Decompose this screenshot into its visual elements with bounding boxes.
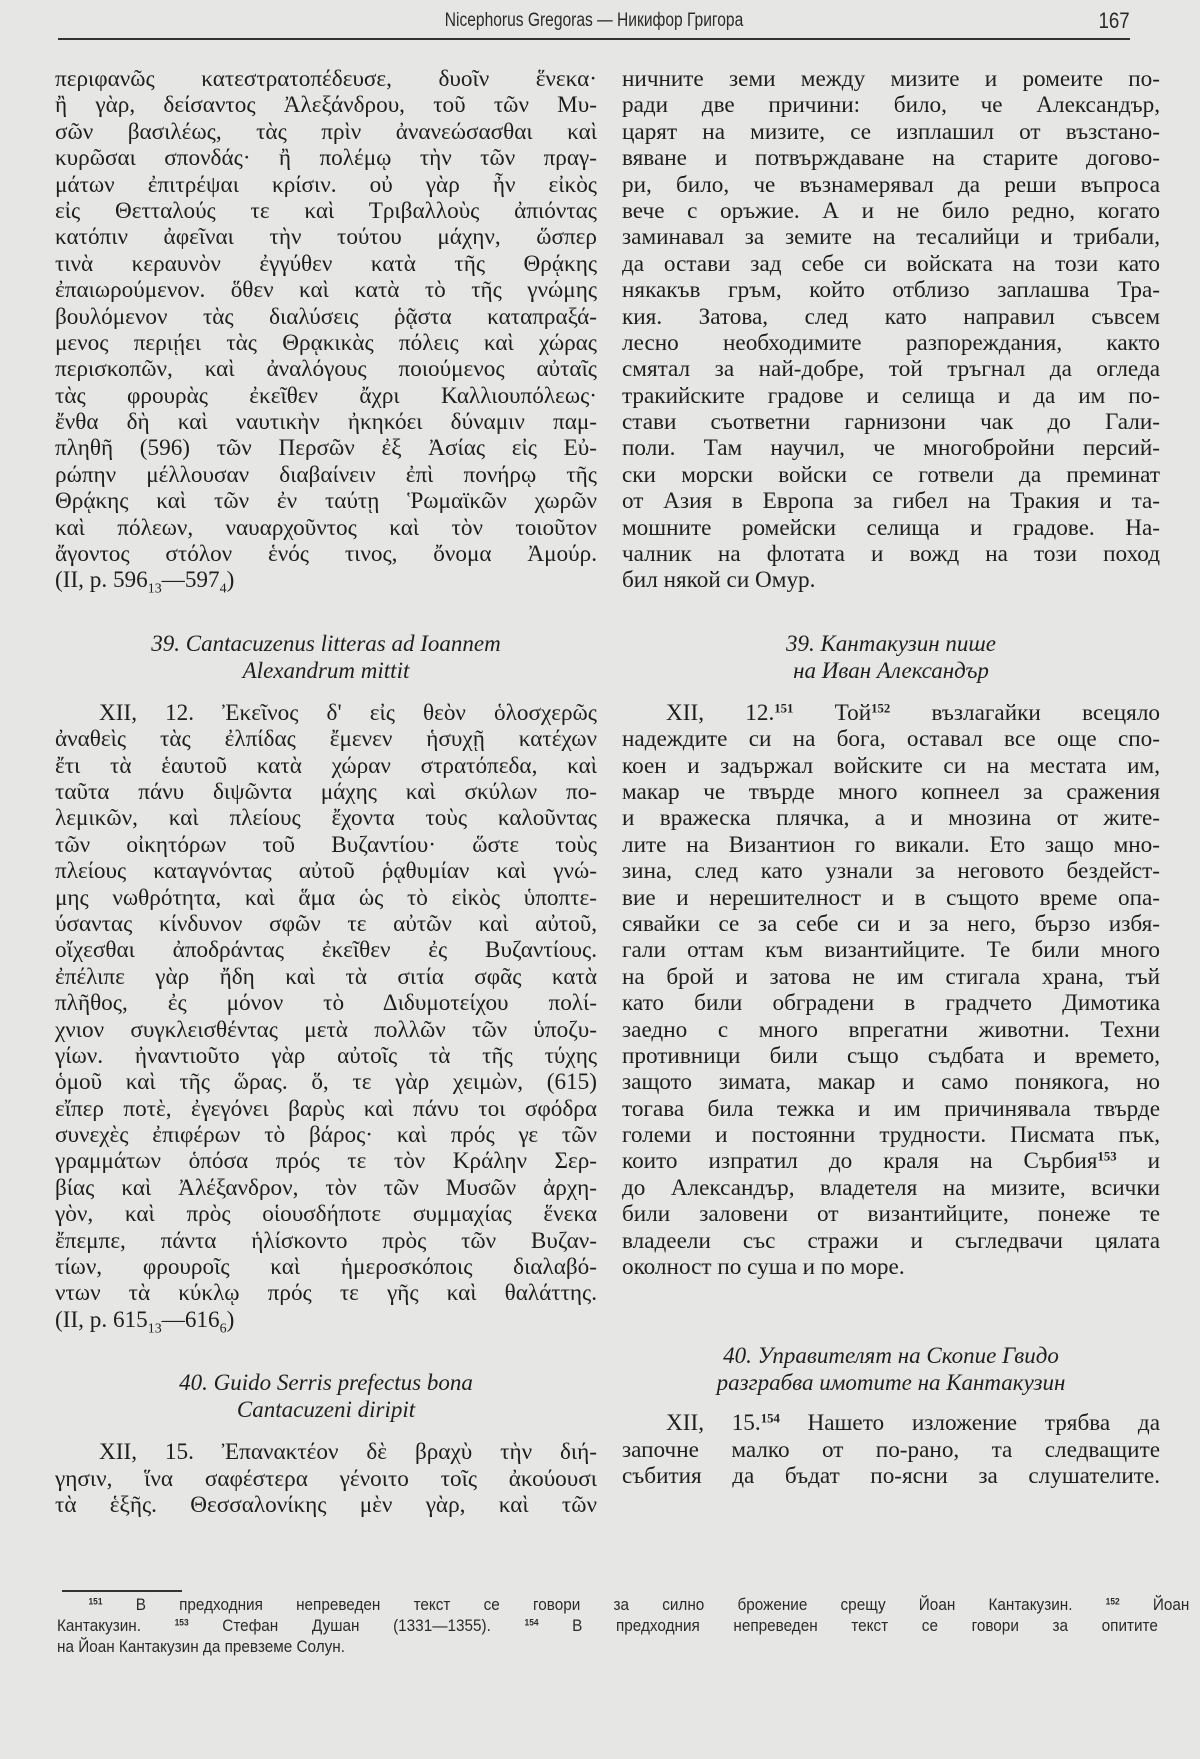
text-line: околност по суша и по море. [622, 1254, 905, 1281]
text-line: тогава била тежка и им причинявала твърде [622, 1095, 1160, 1122]
text-line: стави съответни гарнизони чак до Гали- [622, 409, 1160, 436]
text-line: големи и постоянни трудности. Писмата пък, [622, 1122, 1160, 1149]
greek-heading-39 [55, 630, 597, 684]
text-line: πλῆθος, ἐς μόνον τὸ Διδυμοτείχου πολί- [55, 990, 597, 1017]
text-line: смятал за най-добре, той тръгнал да огледа [622, 356, 1160, 383]
citation-text: —597 [161, 567, 220, 594]
text-line: μάτων ἐπιτρέψαι κρίσιν. οὐ γὰρ ἦν εἰκὸς [55, 171, 597, 198]
text-line: κατόπιν ἀφεῖναι τὴν τούτου μάχην, ὥσπερ [55, 224, 597, 251]
text-line: ἐπέλιπε γὰρ ἤδη καὶ τὰ σιτία σφᾶς κατὰ [55, 963, 597, 990]
footnote-ref-152[interactable]: 152 [871, 701, 891, 716]
text-line: ничните земи между мизите и ромеите по- [622, 66, 1160, 92]
text-line: някакъв гръм, който отблизо заплашва Тра- [622, 277, 1160, 304]
footnote-text: Стефан Душан (1331—1355). [188, 1616, 525, 1635]
heading-line: 39. Cantacuzenus litteras ad Ioannem [151, 630, 501, 656]
text-line: Θρᾴκης καὶ τῶν ἐν ταύτῃ Ῥωμαϊκῶν χωρῶν [55, 488, 597, 515]
text-line: от Азия в Европа за гибел на Тракия и та- [622, 488, 1160, 515]
text-line: лите на Византион го викали. Ето защо мно- [622, 831, 1160, 858]
bulgarian-column [622, 66, 1160, 1490]
text-line: ἢ γὰρ, δείσαντος Ἀλεξάνδρου, τοῦ τῶν Μυ- [55, 92, 597, 119]
text-line: били заловени от византийците, понеже те [622, 1201, 1160, 1228]
text-line: на брой и затова не им стигала храна, тъй [622, 963, 1160, 990]
text-line: ύσαντας κίνδυνον σφῶν τε αὐτῶν καὶ αὐτοῦ, [55, 910, 597, 937]
footnote-number-153: 153 [174, 1617, 189, 1628]
footnote-text: Йоан [1119, 1595, 1190, 1614]
section-ref: XII, 15. [666, 1410, 761, 1437]
text-line: εἰς Θετταλούς τε καὶ Τριβαλλοὺς ἀπιόντας [55, 197, 597, 224]
citation-text: ) [226, 1306, 235, 1333]
text-line: ἐπαιωρούμενον. ὅθεν καὶ κατὰ τὸ τῆς γνώμης [55, 277, 597, 304]
text-line: вие и нерешителност и в същото време опа- [622, 884, 1160, 911]
citation-sub: 6 [219, 1321, 227, 1337]
footnote-number-152: 152 [1105, 1596, 1120, 1607]
text-line: γραμμάτων ὁπόσα πρός τε τὸν Κράλην Σερ- [55, 1148, 597, 1175]
text-line: вече с оръжие. А и не било редно, когато [622, 197, 1160, 224]
bulgarian-paragraph-3 [622, 1437, 1160, 1490]
greek-column [55, 66, 597, 1518]
bulgarian-paragraph-2 [622, 726, 1160, 1148]
heading-line: 39. Кантакузин пише [786, 630, 996, 656]
text-line: макар че твърде много копнеел за сражения [622, 778, 1160, 805]
text-line: κυρῶσαι σπονδάς· ἢ πολέμῳ τὴν τῶν πραγ- [55, 145, 597, 172]
text-line: γησιν, ἵνα σαφέστερα γένοιτο τοῖς ἀκούουσι [55, 1465, 597, 1492]
text-line: βίας καὶ Ἀλέξανδρον, τὸν τῶν Μυσῶν ἀρχη- [55, 1174, 597, 1201]
footnote-ref-154[interactable]: 154 [760, 1411, 780, 1426]
text-line: περισκοπῶν, καὶ ἀναλόγους ποιούμενος αὐταῖς [55, 356, 597, 383]
greek-paragraph-3 [55, 1439, 597, 1518]
citation-text: ) [226, 567, 235, 594]
bulgarian-heading-40 [622, 1342, 1160, 1396]
text-line: коен и задържал войските си на местата им, [622, 752, 1160, 779]
text-span: Той [793, 699, 872, 726]
greek-heading-40 [55, 1369, 597, 1423]
footnote-number-154: 154 [524, 1617, 539, 1628]
running-title: Nicephorus Gregoras — Никифор Григора [444, 10, 744, 31]
heading-line: разграбва имотите на Кантакузин [716, 1370, 1066, 1396]
text-line: надеждите си на бога, оставал все още спо- [622, 726, 1160, 753]
citation-text: (II, p. 596 [55, 567, 148, 594]
footnote-ref-151[interactable]: 151 [774, 701, 794, 716]
bulgarian-paragraph-2-tail [622, 1175, 1160, 1281]
text-line: гали оттам към византийците. Те били много [622, 937, 1160, 964]
bulgarian-paragraph-1 [622, 66, 1160, 594]
text-line: сявайки се за себе си и за него, бързо избя- [622, 910, 1160, 937]
text-line: τὰ ἑξῆς. Θεσσαλονίκης μὲν γὰρ, καὶ τῶν [55, 1491, 597, 1518]
footnote-text: В предходния непреведен текст се говори за опитите [538, 1616, 1158, 1635]
heading-line: Alexandrum mittit [242, 657, 410, 683]
text-line: защото зимата, макар и само понякога, но [622, 1069, 1160, 1096]
text-line: τὰς φρουρὰς ἐκεῖθεν ἄχρι Καλλιουπόλεως· [55, 382, 597, 409]
text-line: бил някой си Омур. [622, 567, 816, 594]
text-line: да остави зад себе си войската на този като [622, 250, 1160, 277]
text-line: καὶ πόλεων, ναυαρχοῦντος καὶ τὸν τοιοῦτον [55, 514, 597, 541]
greek-paragraph-2 [55, 700, 597, 1307]
bulgarian-paragraph-2-fn-line [622, 1148, 1160, 1174]
greek-citation-2 [55, 1306, 597, 1337]
running-header [58, 8, 1130, 38]
text-line: οἴχεσθαι ἀποδράντας ἐκεῖθεν ἐς Βυζαντίους. [55, 937, 597, 964]
text-line: и вражеска плячка, а и мнозина от жите- [622, 805, 1160, 832]
text-line: λεμικῶν, καὶ πλείους ἔχοντα τοὺς καλοῦντας [55, 805, 597, 832]
footnote-line-2 [57, 1615, 1158, 1636]
text-line: γίων. ἠναντιοῦτο γὰρ αὐτοῖς τὰ τῆς τύχης [55, 1042, 597, 1069]
text-line: ри, било, че възнамерявал да реши въпроса [622, 171, 1160, 198]
citation-sub: 4 [219, 582, 227, 598]
text-line: μενος περιῄει τὰς Θρᾳκικὰς πόλεις καὶ χώρας [55, 329, 597, 356]
footnote-text: Кантакузин. [57, 1616, 175, 1635]
text-line: вяване и потвърждаване на старите догово- [622, 145, 1160, 172]
text-line: χνιον συγκλεισθέντας μετὰ πολλῶν τῶν ὑποζυ- [55, 1016, 597, 1043]
text-line: ρώπην μέλλουσαν διαβαίνειν ἐπὶ πονήρῳ τῆς [55, 461, 597, 488]
footnote-line-1 [57, 1594, 1189, 1615]
text-line: τῶν οἰκητόρων τοῦ Βυζαντίου· ὥστε τοὺς [55, 831, 597, 858]
text-line: ски морски войски се готвели да преминат [622, 461, 1160, 488]
text-line: заминавал за земите на тесалийци и трибали, [622, 224, 1160, 251]
citation-text: (II, p. 615 [55, 1306, 148, 1333]
footnote-rule [62, 1590, 182, 1592]
text-line: тракийските градове и селища и да им по- [622, 382, 1160, 409]
text-line: εἴπερ ποτὲ, ἐγεγόνει βαρὺς καὶ πάνυ τοι σφόδρα [55, 1095, 597, 1122]
text-line: противници били също съдбата и времето, [622, 1042, 1160, 1069]
text-line: започне малко от по-рано, та следващите [622, 1436, 1160, 1463]
citation-sub: 13 [147, 1321, 162, 1337]
text-line: кия. Затова, след като направил съвсем [622, 303, 1160, 330]
text-line: XII, 12. Ἐκεῖνος δ' εἰς θεὸν ὁλοσχερῶς [99, 699, 597, 726]
text-line: ντων τὰ κύκλῳ πρός τε γῆς καὶ θαλάττης. [55, 1280, 597, 1307]
bulgarian-heading-39 [622, 630, 1160, 684]
text-line: заедно с много впрегатни животни. Техни [622, 1016, 1160, 1043]
text-line: като били обградени в градчето Димотика [622, 990, 1160, 1017]
text-line: ἔνθα δὴ καὶ ναυτικὴν ἠκηκόει δύναμιν παμ- [55, 409, 597, 436]
text-line: чалник на флотата и вожд на този поход [622, 541, 1160, 568]
heading-line: на Иван Александър [793, 657, 989, 683]
greek-citation-1 [55, 567, 597, 598]
page-number: 167 [1098, 8, 1130, 33]
text-line: владеели със стражи и съгледвачи цялата [622, 1227, 1160, 1254]
text-line: ἄγοντος στόλον ἑνός τινος, ὄνομα Ἀμούρ. [55, 541, 597, 568]
text-line: σῶν βασιλέως, τὰς πρὶν ἀνανεώσασθαι καὶ [55, 118, 597, 145]
text-span: Нашето изложение трябва да [779, 1410, 1160, 1437]
bulgarian-paragraph-3-first-line [622, 1410, 1160, 1436]
text-span: които изпратил до краля на Сърбия [622, 1148, 1098, 1175]
text-line: XII, 15. Ἐπανακτέον δὲ βραχὺ τὴν διή- [99, 1439, 597, 1466]
text-line: ταῦτα πάνυ διψῶντα μάχης καὶ σκύλων πο- [55, 778, 597, 805]
text-line: ὁμοῦ καὶ τῆς ὥρας. ὅ, τε γὰρ χειμὼν, (615) [55, 1069, 597, 1096]
citation-sub: 13 [147, 582, 162, 598]
text-line: мошните ромейски селища и градове. На- [622, 514, 1160, 541]
text-line: ἀναθεὶς τὰς ἐλπίδας ἔμενεν ἡσυχῇ κατέχων [55, 726, 597, 753]
text-line: πληθῆ (596) τῶν Περσῶν ἐξ Ἀσίας εἰς Εὐ- [55, 435, 597, 462]
text-line: βουλόμενον τὰς διαλύσεις ῥᾷστα καταπραξά- [55, 303, 597, 330]
text-line: τινὰ κεραυνὸν ἐγγύθεν κατὰ τῆς Θρᾴκης [55, 250, 597, 277]
text-line: περιφανῶς κατεστρατοπέδευσε, δυοῖν ἕνεκα· [55, 66, 597, 92]
citation-text: —616 [161, 1306, 220, 1333]
text-span: възлагайки всецяло [890, 699, 1160, 726]
section-ref: XII, 12. [666, 699, 775, 726]
footnote-ref-153[interactable]: 153 [1097, 1149, 1117, 1164]
text-line: лесно необходимите разпореждания, както [622, 329, 1160, 356]
text-line: царят на мизите, се изплашил от възстано- [622, 118, 1160, 145]
text-span: и [1116, 1148, 1160, 1175]
text-line: πλείους καταγνόντας αὐτοῦ ῥᾳθυμίαν καὶ γνώ- [55, 858, 597, 885]
text-line: ἔπεμπε, πάντα ἡλίσκοντο πρὸς τῶν Βυζαν- [55, 1227, 597, 1254]
heading-line: Cantacuzeni diripit [236, 1397, 416, 1423]
text-line: συνεχὲς ἐπιφέρων τὸ βάρος· καὶ πρός γε τῶν [55, 1122, 597, 1149]
text-line: зина, след като узнали за неговото бездейст- [622, 858, 1160, 885]
footnote-text: В предходния непреведен текст се говори за силно брожение срещу Йоан Кантакузин. [102, 1595, 1073, 1614]
text-line: поли. Там научил, че многобройни персий- [622, 435, 1160, 462]
header-rule [58, 38, 1130, 40]
footnote-line-3: на Йоан Кантакузин да превземе Солун. [57, 1637, 345, 1656]
text-line: ἔτι τὰ ἑαυτοῦ κατὰ χώραν στρατόπεδα, καὶ [55, 752, 597, 779]
greek-paragraph-1 [55, 66, 597, 567]
heading-line: 40. Управителят на Скопие Гвидо [723, 1343, 1059, 1369]
text-line: μης νωθρότητα, καὶ ἅμα ὡς τὸ εἰκὸς ὑποπτε- [55, 884, 597, 911]
footnote-number-151: 151 [88, 1596, 103, 1607]
heading-line: 40. Guido Serris prefectus bona [179, 1370, 473, 1396]
footnotes [57, 1594, 1190, 1657]
text-line: γὸν, καὶ πρὸς οἱουσδήποτε συμμαχίας ἕνεκα [55, 1201, 597, 1228]
text-line: ради две причини: било, че Александър, [622, 92, 1160, 119]
text-line: до Александър, владетеля на мизите, всички [622, 1174, 1160, 1201]
bulgarian-paragraph-2-first-line [622, 700, 1160, 726]
text-line: τίων, φρουροῖς καὶ ἡμεροσκόποις διαλαβό- [55, 1254, 597, 1281]
text-line: събития да бъдат по-ясни за слушателите. [622, 1463, 1160, 1490]
